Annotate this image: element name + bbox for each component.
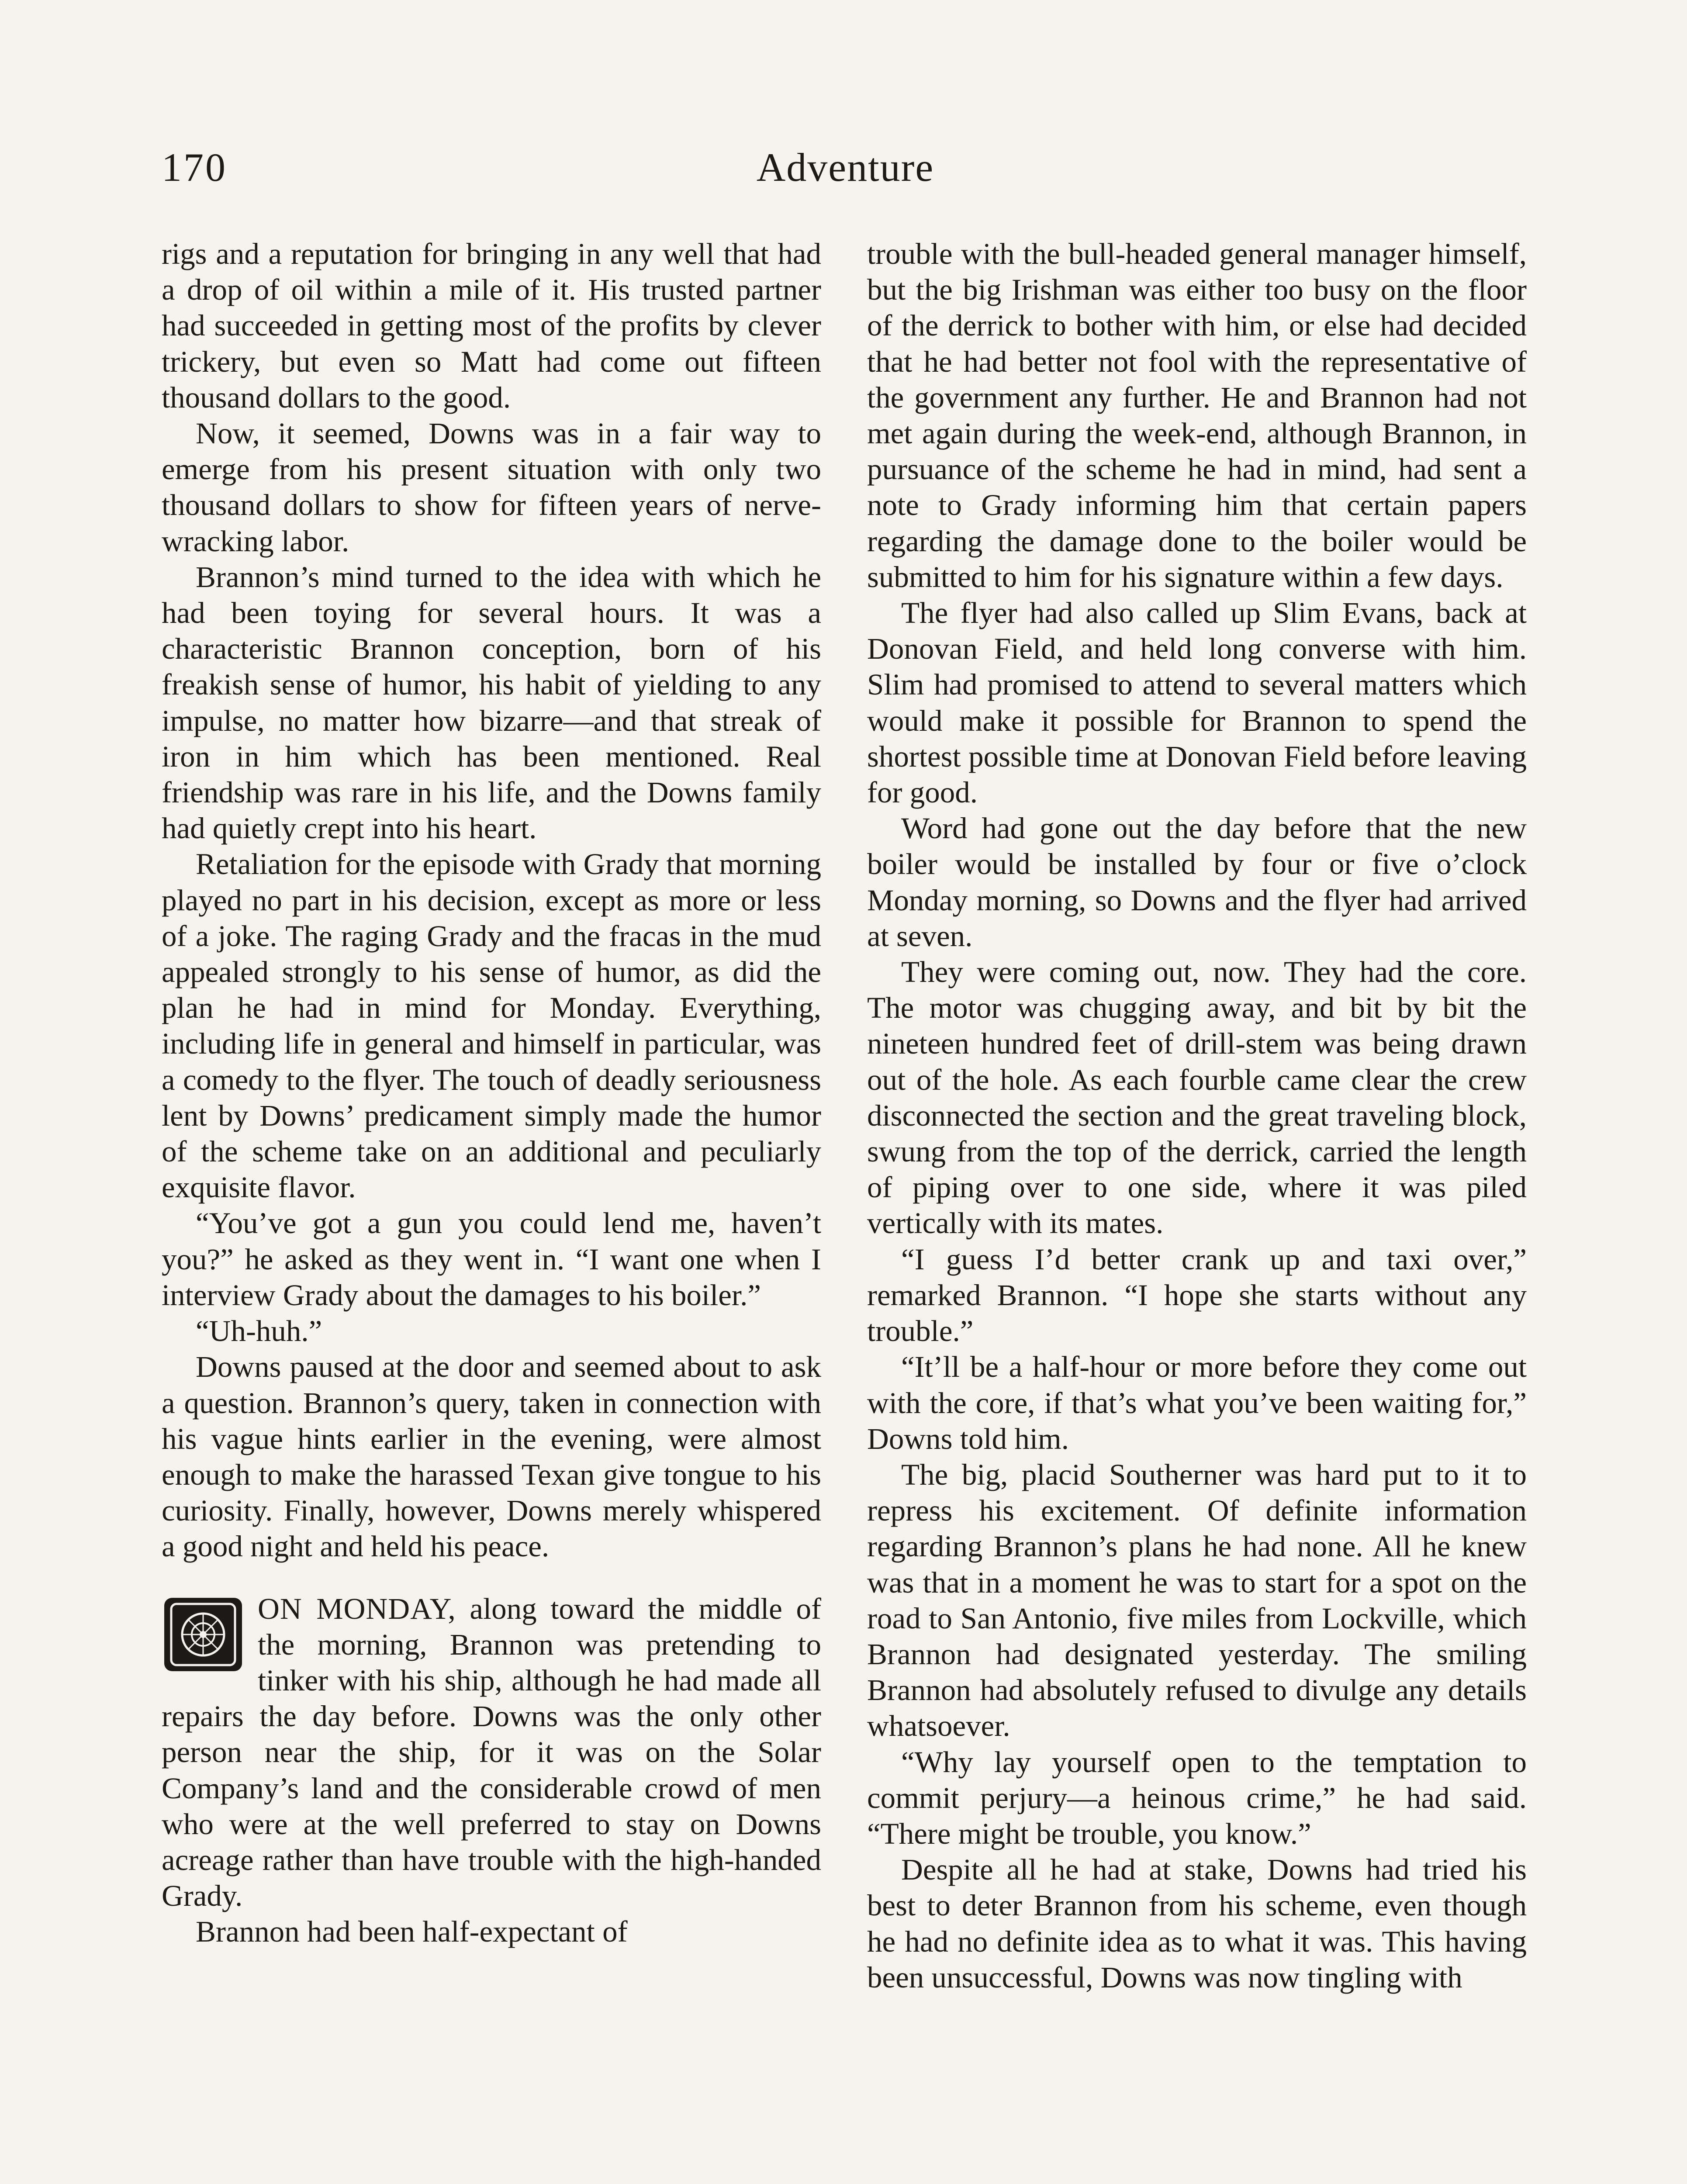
paragraph: “I guess I’d better crank up and taxi over,” remarked Brannon. “I hope she starts without any trouble.” (867, 1242, 1527, 1348)
paragraph: The big, placid Southerner was hard put to it to repress his excitement. Of definite information regarding Brannon’s plans he had none. All he knew was that in a moment he was to start for a spot on the road to San Antonio, five miles from Lockville, which Brannon had designated yesterday. The smiling Brannon had absolutely refused to divulge any details whatsoever. (867, 1458, 1527, 1743)
paragraph: Retaliation for the episode with Grady that morning played no part in his decision, except as more or less of a joke. The raging Grady and the fracas in the mud appealed strongly to his sense of humor, as did the plan he had in mind for Monday. Everything, including life in general and himself in particular, was a comedy to the flyer. The touch of deadly seriousness lent by Downs’ predicament simply made the humor of the scheme take on an additional and peculiarly exquisite flavor. (162, 847, 821, 1204)
paragraph: Downs paused at the door and seemed about to ask a question. Brannon’s query, taken in connection with his vague hints earlier in the evening, were almost enough to make the harassed Texan give tongue to his curiosity. Finally, however, Downs merely whispered a good night and held his peace. (162, 1350, 821, 1563)
paragraph: The flyer had also called up Slim Evans, back at Donovan Field, and held long converse with him. Slim had promised to attend to several matters which would make it possible for Brannon to spend the shortest possible time at Donovan Field before leaving for good. (867, 596, 1527, 809)
page-title: Adventure (756, 145, 934, 190)
paragraph: rigs and a reputation for bringing in any well that had a drop of oil within a mile of it. His trusted partner had succeeded in getting most of the profits by clever trickery, but even so Matt had come out fifteen thousand dollars to the good. (162, 237, 821, 414)
paragraph: trouble with the bull-headed general manager himself, but the big Irishman was either too busy on the floor of the derrick to bother with him, or else had decided that he had better not fool with the representative of the government any further. He and Brannon had not met again during the week-end, although Brannon, in pursuance of the scheme he had in mind, had sent a note to Grady informing him that certain papers regarding the damage done to the boiler would be submitted to him for his signature within a few days. (867, 237, 1527, 594)
paragraph: They were coming out, now. They had the core. The motor was chugging away, and bit by bit the nineteen hundred feet of drill-stem was being drawn out of the hole. As each fourble came clear the crew disconnected the section and the great traveling block, swung from the top of the derrick, carried the length of piping over to one side, where it was piled vertically with its mates. (867, 955, 1527, 1240)
page-number: 170 (162, 145, 227, 190)
paragraph: Brannon’s mind turned to the idea with which he had been toying for several hours. It was a characteristic Brannon conception, born of his freakish sense of humor, his habit of yielding to any impulse, no matter how bizarre—and that streak of iron in him which has been mentioned. Real friendship was rare in his life, and the Downs family had quietly crept into his heart. (162, 560, 821, 845)
left-column (162, 236, 821, 1950)
section-opening-paragraph (162, 1591, 821, 1914)
page-header (162, 144, 1529, 210)
section-lead-in: ON MONDAY, (258, 1592, 456, 1625)
section-text: along toward the middle of the morning, Brannon was pretending to tinker with his ship, although he had made all repairs the day before. Downs was the only other person near the ship, for it was on the Solar Company’s land and the considerable crowd of men who were at the well preferred to stay on Downs acreage rather than have trouble with the high-handed Grady. (162, 1592, 821, 1913)
paragraph: Word had gone out the day before that the new boiler would be installed by four or five o’clock Monday morning, so Downs and the flyer had arrived at seven. (867, 812, 1527, 953)
paragraph: “Why lay yourself open to the temptation to commit perjury—a heinous crime,” he had said. “There might be trouble, you know.” (867, 1745, 1527, 1850)
paragraph: Despite all he had at stake, Downs had tried his best to deter Brannon from his scheme, even though he had no definite idea as to what it was. This having been unsuccessful, Downs was now tingling with (867, 1853, 1527, 1994)
paragraph: “You’ve got a gun you could lend me, haven’t you?” he asked as they went in. “I want one when I interview Grady about the damages to his boiler.” (162, 1206, 821, 1312)
paragraph: Brannon had been half-expectant of (196, 1915, 628, 1949)
paragraph: Now, it seemed, Downs was in a fair way to emerge from his present situation with only two thousand dollars to show for fifteen years of nerve-wracking labor. (162, 417, 821, 558)
ornament-drop-cap-icon (162, 1595, 245, 1674)
right-column (867, 236, 1527, 1995)
paragraph: “Uh-huh.” (196, 1314, 322, 1348)
paragraph: “It’ll be a half-hour or more before they come out with the core, if that’s what you’ve been waiting for,” Downs told him. (867, 1350, 1527, 1455)
